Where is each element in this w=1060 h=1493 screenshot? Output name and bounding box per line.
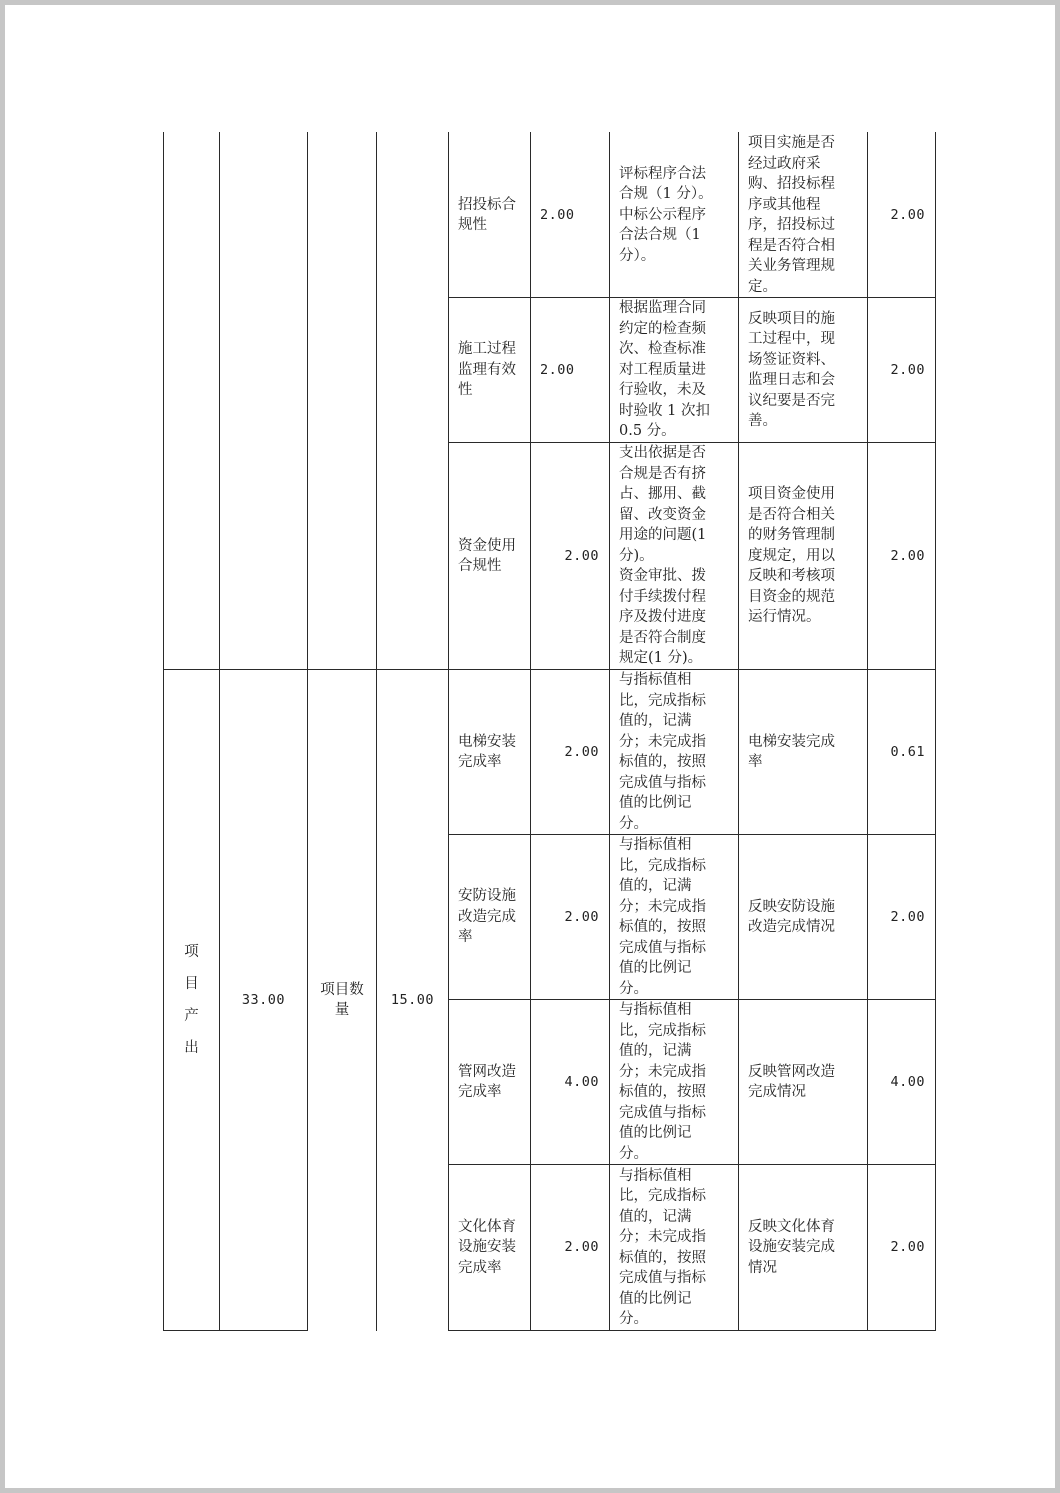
table-row-weight: [531, 835, 609, 999]
indicator-score: 2.00: [890, 206, 925, 223]
level1-indicator-cell: [164, 670, 219, 1330]
indicator-name: 安防设施 改造完成 率: [458, 888, 516, 946]
document-page: [5, 5, 1055, 1488]
table-row-score: [868, 1165, 935, 1330]
indicator-weight: 2.00: [564, 743, 599, 760]
indicator-name: 招投标合 规性: [458, 196, 516, 233]
indicator-name: 电梯安装 完成率: [458, 733, 516, 770]
indicator-weight: 4.00: [564, 1073, 599, 1090]
scoring-standard: 与指标值相 比，完成指标 值的，记满 分；未完成指 标值的，按照 完成值与指标 值的比例记 分。: [619, 672, 706, 832]
table-row-score: [868, 133, 935, 297]
indicator-explanation: 电梯安装完成 率: [748, 733, 835, 770]
table-row-indicator: [449, 1165, 530, 1330]
indicator-name: 管网改造 完成率: [458, 1063, 516, 1100]
table-row-explanation: [739, 133, 867, 297]
table-row-explanation: [739, 670, 867, 834]
level1-indicator: 项 目 产 出: [184, 944, 199, 1056]
table-row-standard: [610, 298, 738, 442]
table-row-indicator: [449, 133, 530, 297]
scoring-standard: 与指标值相 比，完成指标 值的，记满 分；未完成指 标值的，按照 完成值与指标 值的比例记 分。: [619, 1167, 706, 1327]
indicator-explanation: 反映安防设施 改造完成情况: [748, 898, 835, 935]
scoring-standard: 与指标值相 比，完成指标 值的，记满 分；未完成指 标值的，按照 完成值与指标 值的比例记 分。: [619, 837, 706, 997]
table-row-explanation: [739, 443, 867, 669]
scoring-standard: 评标程序合法 合规（1 分）。 中标公示程序 合法合规（1 分）。: [619, 165, 713, 264]
table-row-standard: [610, 1000, 738, 1164]
table-row-weight: [531, 443, 609, 669]
table-border: [163, 1330, 308, 1331]
table-row-indicator: [449, 670, 530, 834]
indicator-weight: 2.00: [540, 206, 575, 223]
indicator-name: 施工过程 监理有效 性: [458, 341, 516, 399]
indicator-score: 2.00: [890, 361, 925, 378]
indicator-weight: 2.00: [564, 547, 599, 564]
table-row-score: [868, 670, 935, 834]
table-row-weight: [531, 1000, 609, 1164]
indicator-explanation: 项目实施是否 经过政府采 购、招投标程 序或其他程 序，招投标过 程是否符合相 关业务管理规 定。: [748, 135, 835, 295]
table-row-weight: [531, 670, 609, 834]
indicator-explanation: 反映管网改造 完成情况: [748, 1063, 835, 1100]
table-row-standard: [610, 670, 738, 834]
table-row-standard: [610, 835, 738, 999]
table-row-weight: [531, 1165, 609, 1330]
table-row-indicator: [449, 298, 530, 442]
table-row-indicator: [449, 835, 530, 999]
level1-score-cell: [220, 670, 307, 1330]
level1-score: 33.00: [241, 991, 286, 1008]
table-row-weight: [531, 298, 609, 442]
indicator-weight: 2.00: [540, 361, 575, 378]
indicator-score: 4.00: [890, 1073, 925, 1090]
table-row-standard: [610, 133, 738, 297]
table-row-standard: [610, 443, 738, 669]
table-row-indicator: [449, 443, 530, 669]
indicator-name: 文化体育 设施安装 完成率: [458, 1218, 516, 1276]
indicator-weight: 2.00: [564, 1239, 599, 1256]
table-row-score: [868, 835, 935, 999]
indicator-score: 0.61: [890, 743, 925, 760]
table-row-explanation: [739, 298, 867, 442]
level2-score-cell: [377, 670, 448, 1330]
level2-score: 15.00: [390, 991, 435, 1008]
table-border: [448, 1330, 936, 1331]
table-row-explanation: [739, 1165, 867, 1330]
indicator-score: 2.00: [890, 547, 925, 564]
indicator-explanation: 反映项目的施 工过程中，现 场签证资料、 监理日志和会 议纪要是否完 善。: [748, 310, 835, 429]
table-row-score: [868, 298, 935, 442]
scoring-standard: 根据监理合同 约定的检查频 次、检查标准 对工程质量进 行验收，未及 时验收 1 次扣 0.5 分。: [619, 300, 710, 440]
table-row-explanation: [739, 1000, 867, 1164]
table-row-explanation: [739, 835, 867, 999]
indicator-name: 资金使用 合规性: [458, 537, 516, 574]
indicator-score: 2.00: [890, 908, 925, 925]
indicator-score: 2.00: [890, 1239, 925, 1256]
scoring-standard: 与指标值相 比，完成指标 值的，记满 分；未完成指 标值的，按照 完成值与指标 值的比例记 分。: [619, 1002, 706, 1162]
scoring-standard: 支出依据是否 合规是否有挤 占、挪用、截 留、改变资金 用途的问题(1 分)。 资金审批、拨 付手续拨付程 序及拨付进度 是否符合制度 规定(1 分)。: [619, 445, 707, 667]
level2-indicator-cell: [308, 670, 376, 1330]
table-row-score: [868, 443, 935, 669]
table-border: [935, 132, 936, 1331]
indicator-explanation: 项目资金使用 是否符合相关 的财务管理制 度规定，用以 反映和考核项 目资金的规范 运行情况。: [748, 486, 835, 626]
indicator-weight: 2.00: [564, 908, 599, 925]
table-row-indicator: [449, 1000, 530, 1164]
indicator-explanation: 反映文化体育 设施安装完成 情况: [748, 1218, 835, 1276]
level2-indicator: 项目数 量: [320, 981, 364, 1018]
table-row-standard: [610, 1165, 738, 1330]
table-row-score: [868, 1000, 935, 1164]
table-row-weight: [531, 133, 609, 297]
